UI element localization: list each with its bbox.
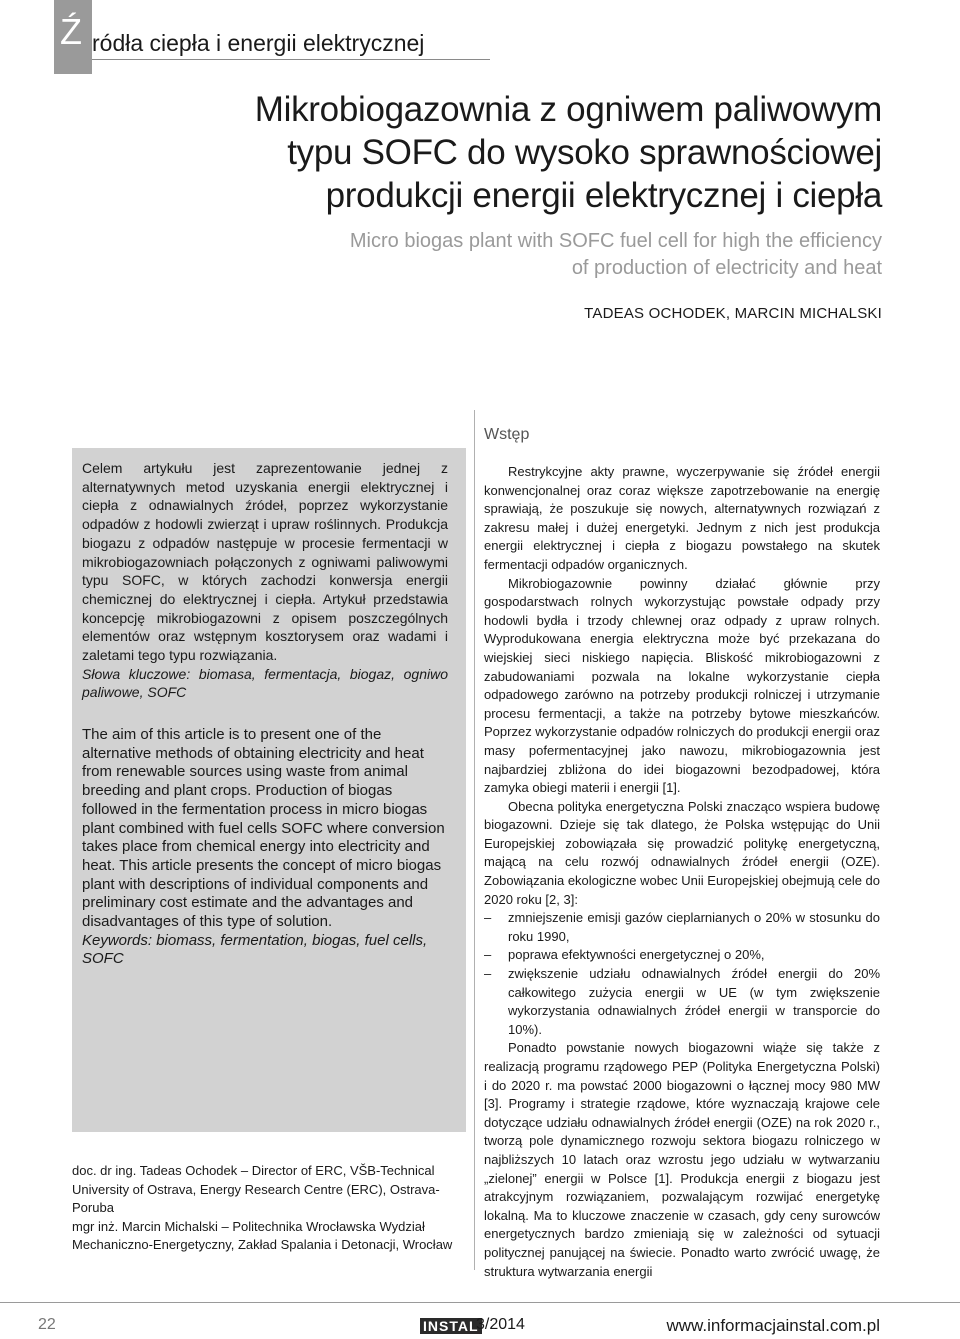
body-paragraph: Obecna polityka energetyczna Polski znacząco wspiera budowę biogazowni. Dzieje się tak dlatego, że Polska wstępując do Unii Europejskiej zobowiązała się prowadzić politykę energetyczną, mającą na celu rozwój odnawialnych źródeł energii (OZE). Zobowiązania ekologiczne wobec Unii Europejskiej obejmują cele do 2020 roku [2, 3]: [484,798,881,907]
abstract-english-text: The aim of this article is to present one of the alternative methods of obtaining electricity and heat from renewable sources using waste from animal breeding and plant crops. Production of biogas followed in the fermentation process in micro biogas plant combined with fuel cells SOFC where conversion takes place from chemical energy into electricity and heat. This article presents the concept of micro biogas plant with descriptions of individual components and preliminary cost estimate and the advantages and disadvantages of this type of solution. [82,726,445,931]
page-number: 22 [38,1316,56,1333]
list-dash: – [484,966,492,982]
title-line: Mikrobiogazownia z ogniwem paliwowym [254,90,882,129]
subtitle-line: of production of electricity and heat [571,257,882,279]
journal-logo: INSTAL [420,1318,482,1334]
column-divider [474,410,475,1270]
author-footnotes [72,1162,466,1255]
article-title [122,88,882,217]
body-paragraph: Restrykcyjne akty prawne, wyczerpywanie się źródeł energii konwencjonalnej oraz coraz większe zapotrzebowanie na energię sprawiają, że poszukuje się nowych, alternatywnych rozwiązań z zakresu małej i dużej energetyki. Jednym z nich jest produkcja energii elektrycznej i ciepła z biogazu powstałego na skutek fermentacji odpadów organicznych. [484,464,880,572]
article-authors: TADEAS OCHODEK, MARCIN MICHALSKI [584,305,882,322]
list-item: – poprawa efektywności energetycznej o 20%, [484,946,880,965]
abstract-english-keywords: Keywords: biomass, fermentation, biogas, fuel cells, SOFC [82,931,428,968]
title-line: typu SOFC do wysoko sprawnościowej [287,133,882,172]
section-letter: Ź [60,11,82,52]
footnote-author: doc. dr ing. Tadeas Ochodek – Director of ERC, VŠB-Technical University of Ostrava, Energy Research Centre (ERC), Ostrava-Poruba [72,1163,440,1215]
list-item: – zmniejszenie emisji gazów cieplarnianych o 20% w stosunku do roku 1990, [484,910,880,944]
title-line: produkcji energii elektrycznej i ciepła [325,176,882,215]
footnote-author: mgr inż. Marcin Michalski – Politechnika Wrocławska Wydział Mechaniczno-Energetyczny, Zakład Spalania i Detonacji, Wrocław [72,1218,453,1252]
section-heading: Wstęp [484,426,530,443]
abstract-english [82,726,448,969]
body-paragraph: Ponadto powstanie nowych biogazowni wiąże się także z realizacją programu rządowego PEP (Polityka Energetyczna Polski) i do 2020 r. ma powstać 2000 biogazowni o łącznej mocy 980 MW [3]. Programy i strategie rządowe, które wyznaczają krajowe cele dotyczące udziału odnawialnych źródeł energii (OZE) na rok 2020 r., tworzą pole dynamicznego rozwoju sektora biogazu rolniczego w najbliższych 10 latach oraz wzrostu jego udziału w wytwarzaniu „zielonej” energii w Polsce [1]. Produkcja energii z biogazu jest atrakcyjnym rozwiązaniem, pozwalającym rozwijać energetykę lokalną. Ma to kluczowe znaczenie w czasach, gdy ceny surowców energetycznych bardzo zmieniają się w zależności od sytuacji politycznej panującej na świecie. Ponadto warto zwrócić uwagę, że struktura wytwarzania energii [484,1040,880,1279]
abstract-polish [82,459,448,702]
footer-rule [0,1302,960,1303]
list-dash: – [484,947,492,963]
journal-url[interactable]: www.informacjainstal.com.pl [666,1316,880,1335]
article-subtitle [122,228,882,282]
abstract-polish-keywords: Słowa kluczowe: biomasa, fermentacja, biogaz, ogniwo paliwowe, SOFC [82,665,448,701]
section-title: ródła ciepła i energii elektrycznej [92,30,425,56]
list-item: – zwiększenie udziału odnawialnych źródeł energii do 20% całkowitego zużycia energii w UE (w tym zwiększenie wykorzystania odnawialnych źródeł energii w transporcie do 10%). [484,966,880,1037]
list-dash: – [484,910,492,926]
abstract-polish-text: Celem artykułu jest zaprezentowanie jednej z alternatywnych metod uzyskania energii elektrycznej i ciepła z odnawialnych źródeł, poprzez wykorzystanie odpadów z hodowli zwierząt i upraw roślinnych. Produkcja biogazu z odpadów następuje w procesie fermentacji w mikrobiogazowniach połączonych z ogniwami paliwowymi typu SOFC, w których zachodzi konwersja energii chemicznej do elektrycznej i ciepła. Artykuł przedstawia koncepcję mikrobiogazowni z opisem poszczególnych elementów oraz wstępnym kosztorysem oraz wadami i zaletami tego typu rozwiązania. [82,460,448,664]
subtitle-line: Micro biogas plant with SOFC fuel cell for high the efficiency [349,230,882,252]
body-paragraph: Mikrobiogazownie powinny działać głównie przy gospodarstwach rolnych wykorzystując powstałe odpady przy hodowli bydła i trzody chlewnej oraz odpady z upraw rolnych. Wyprodukowana energia elektryczna może być przekazana do wiejskiej sieci niskiego napięcia. Bliskość mikrobiogazowni z zabudowaniami pozwala na lokalne wykorzystanie ciepła odpadowego zarówno na potrzeby produkcji rolniczej i utrzymanie procesu fermentacji, a także na potrzeby bytowe mieszkańców. Poprzez wykorzystanie odpadów rolniczych do produkcji energii oraz masy pofermentacyjnej jako nawozu, mikrobiogazownia jest najbardziej zbliżona do idei biogazowni bezodpadowej, która zamyka obiegi materii i energii [1]. [484,575,880,796]
section-rule [92,59,490,60]
journal-issue: 3/2014 [476,1316,525,1333]
goals-list [484,909,880,1039]
intro-body [484,463,880,1281]
